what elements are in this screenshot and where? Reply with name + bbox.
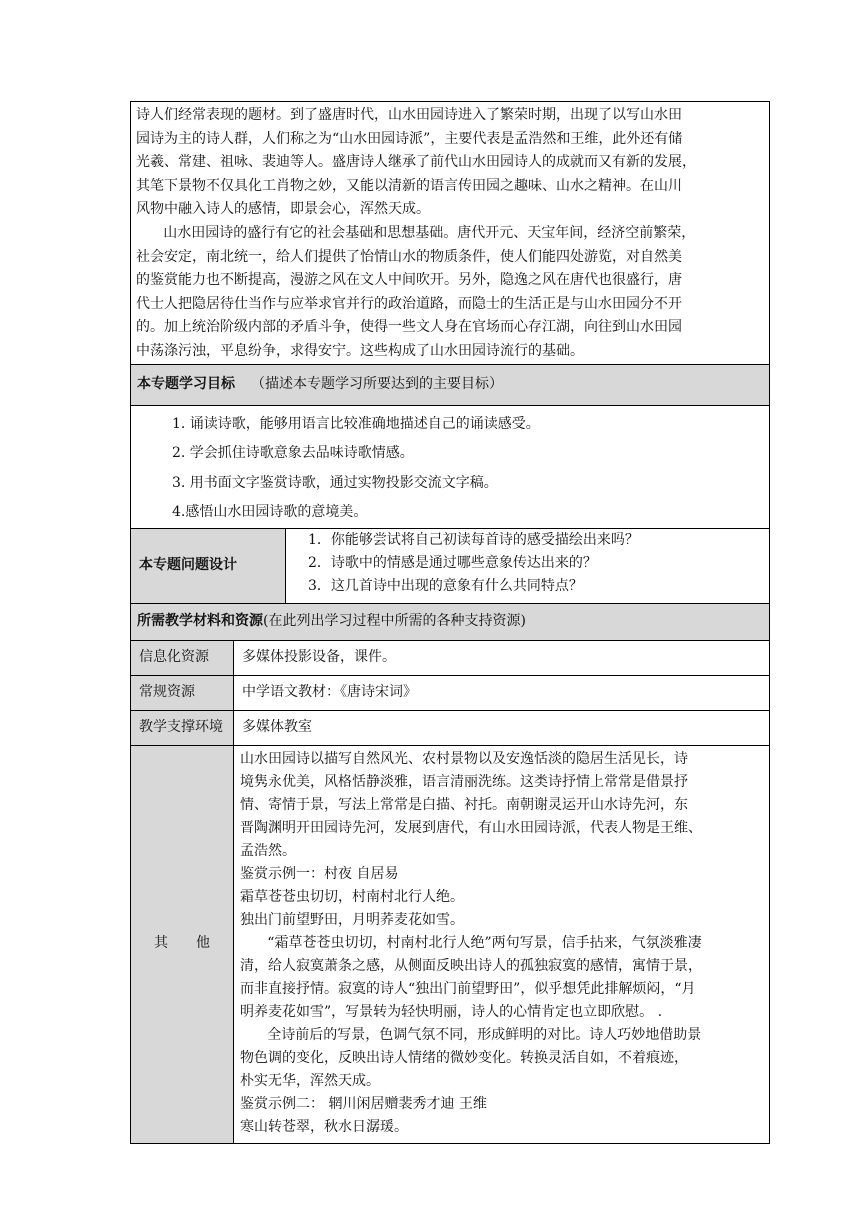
other-line: 霜草苍苍虫切切，村南村北行人绝。 [240,888,464,905]
intro-line: 园诗为主的诗人群，人们称之为“山水田园诗派”，主要代表是孟浩然和王维，此外还有储 [136,130,683,147]
intro-row [131,102,770,365]
lesson-plan-table [130,101,770,1144]
questions-label: 本专题问题设计 [131,528,286,603]
materials-row-value: 中学语文教材：《唐诗宋词》 [234,675,770,710]
question-item: 2．诗歌中的情感是通过哪些意象传达出来的？ [308,554,597,571]
materials-title: 所需教学材料和资源 [137,612,263,629]
materials-note: (在此列出学习过程中所需的各种支持资源) [263,612,526,629]
intro-line: 山水田园诗的盛行有它的社会基础和思想基础。唐代开元、天宝年间，经济空前繁荣， [163,224,696,241]
other-line: 独出门前望野田，月明荞麦花如雪。 [240,911,464,928]
intro-line: 社会安定，南北统一，给人们提供了怡情山水的物质条件，使人们能四处游览，对自然美 [136,248,682,265]
objectives-title: 本专题学习目标 [137,375,235,392]
intro-line: 诗人们经常表现的题材。到了盛唐时代，山水田园诗进入了繁荣时期，出现了以写山水田 [136,107,682,123]
objectives-header [131,364,770,405]
questions-list [286,528,770,603]
other-content [234,745,770,1143]
other-line: 情、寄情于景，写法上常常是白描、衬托。南朝谢灵运开山水诗先河，东 [240,796,688,813]
objectives-row [131,405,770,528]
other-line: 而非直接抒情。寂寞的诗人“独出门前望野田”，似乎想凭此排解烦闷，“月 [240,980,696,997]
materials-row-label: 信息化资源 [131,640,234,675]
objective-item: 4.感悟山水田园诗歌的意境美。 [172,504,368,521]
other-line: 晋陶渊明开田园诗先河，发展到唐代，有山水田园诗派，代表人物是王维、 [240,819,702,836]
objectives-list [131,405,770,528]
other-line: 山水田园诗以描写自然风光、农村景物以及安逸恬淡的隐居生活见长，诗 [240,750,688,767]
questions-row [131,528,770,603]
other-line: 清，给人寂寞萧条之感，从侧面反映出诗人的孤独寂寞的感情，寓情于景， [240,957,702,974]
objectives-header-row [131,364,770,405]
other-line: 寒山转苍翠，秋水日潺瑗。 [240,1118,408,1135]
objective-item: 3. 用书面文字鉴赏诗歌，通过实物投影交流文字稿。 [172,474,498,491]
materials-row [131,710,770,745]
question-item: 1．你能够尝试将自己初读每首诗的感受描绘出来吗？ [308,531,639,548]
intro-line: 的鉴赏能力也不断提高，漫游之风在文人中间吹开。另外，隐逸之风在唐代也很盛行，唐 [136,272,682,289]
materials-header [131,603,770,640]
other-line: 孟浩然。 [240,842,296,859]
objective-item: 1. 诵读诗歌，能够用语言比较准确地描述自己的诵读感受。 [172,415,540,432]
other-line: 明养麦花如雪”，写景转为轻快明丽，诗人的心情肯定也立即欣慰。 . [240,1003,663,1020]
intro-line: 风物中融入诗人的感情，即景会心，浑然天成。 [136,201,430,218]
materials-row-label: 常规资源 [131,675,234,710]
materials-row [131,675,770,710]
materials-row-value: 多媒体投影设备，课件。 [234,640,770,675]
materials-row-label: 教学支撑环境 [131,710,234,745]
other-line: 全诗前后的写景，色调气氛不同，形成鲜明的对比。诗人巧妙地借助景 [267,1026,702,1043]
other-row [131,745,770,1143]
other-line: 朴实无华，浑然天成。 [240,1072,380,1089]
materials-header-row [131,603,770,640]
intro-line: 光羲、常建、祖咏、裴迪等人。盛唐诗人继承了前代山水田园诗人的成就而又有新的发展， [136,154,696,171]
intro-line: 其笔下景物不仅具化工肖物之妙，又能以清新的语言传田园之趣味、山水之精神。在山川 [136,177,682,194]
other-label: 其 他 [131,745,234,1143]
intro-line: 的。加上统治阶级内部的矛盾斗争，使得一些文人身在官场而心存江湖，向往到山水田园 [136,319,682,336]
intro-line: 代士人把隐居待仕当作与应举求官并行的政治道路，而隐士的生活正是与山水田园分不开 [136,295,682,312]
intro-cell [131,102,770,365]
other-line: “霜草苍苍虫切切，村南村北行人绝”两句写景，信手拈来，气氛淡雅凄 [267,934,702,951]
intro-line: 中荡涤污浊，平息纷争，求得安宁。这些构成了山水田园诗流行的基础。 [136,342,584,359]
other-line: 鉴赏示例一：村夜 自居易 [240,865,399,882]
objectives-note: （描述本专题学习所要达到的主要目标） [251,375,503,392]
other-line: 鉴赏示例二： 辋川闲居赠裴秀才迪 王维 [240,1095,487,1112]
objective-item: 2. 学会抓住诗歌意象去品味诗歌情感。 [172,445,414,462]
question-item: 3．这几首诗中出现的意象有什么共同特点？ [308,577,583,594]
other-line: 境隽永优美，风格恬静淡雅，语言清丽洗练。这类诗抒情上常常是借景抒 [240,773,688,790]
materials-row-value: 多媒体教室 [234,710,770,745]
other-line: 物色调的变化，反映出诗人情绪的微妙变化。转换灵活自如，不着痕迹， [240,1049,688,1066]
materials-row [131,640,770,675]
